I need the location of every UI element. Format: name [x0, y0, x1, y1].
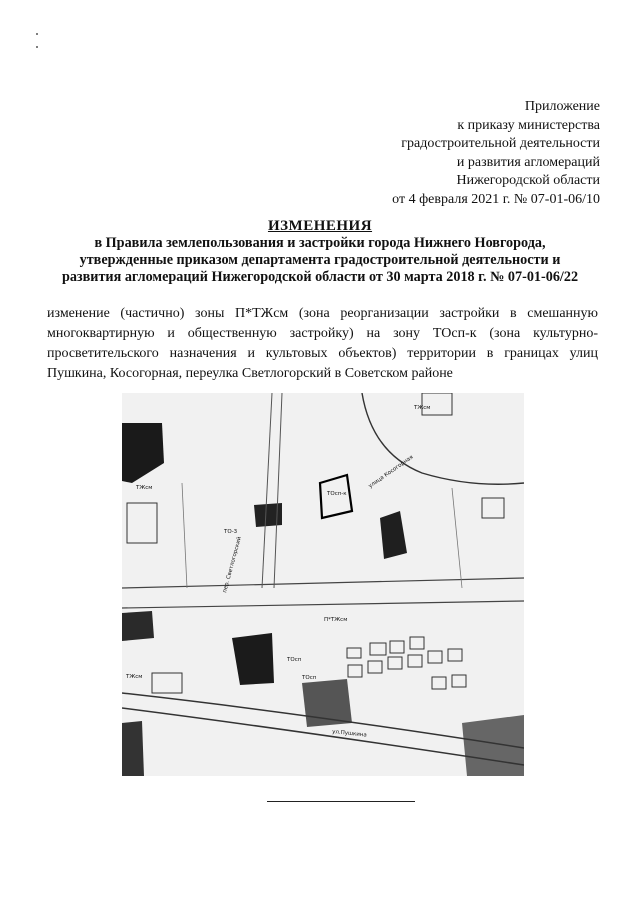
- zone-label: ТЖсм: [126, 674, 143, 680]
- document-subtitle-line: утвержденные приказом департамента градостроительной деятельности и: [79, 252, 561, 268]
- zone-label: ТОсп-к: [327, 491, 347, 497]
- appendix-line: от 4 февраля 2021 г. № 07-01-06/10: [392, 191, 600, 207]
- zone-label: ТЖсм: [414, 405, 431, 411]
- zone-label: ТО-3: [224, 529, 238, 535]
- document-heading: [40, 218, 600, 286]
- zone-label: ТОсп: [302, 675, 317, 681]
- street-label: улица Косогорная: [367, 454, 415, 490]
- end-rule: [267, 801, 415, 802]
- building-block: [122, 721, 144, 776]
- street-label: пер. Светлогорский: [222, 536, 243, 594]
- building-block: [122, 611, 154, 641]
- document-title: ИЗМЕНЕНИЯ: [267, 218, 373, 234]
- building-block: [302, 679, 352, 727]
- document-subtitle-line: развития агломераций Нижегородской области от 30 марта 2018 г. № 07-01-06/22: [61, 269, 579, 285]
- appendix-header: [392, 98, 600, 209]
- scan-speck: [36, 46, 38, 48]
- body-paragraph: изменение (частично) зоны П*ТЖсм (зона реорганизации застройки в смешанную многоквартирную и общественную застройку) на зону ТОсп-к (зона культурно-просветительского назначения и культовых объектов) территории в границах улиц Пушкина, Косогорная, переулка Светлогорский в Советском районе: [47, 306, 598, 381]
- zone-label: П*ТЖсм: [324, 617, 348, 623]
- zone-label: ТОсп: [287, 657, 302, 663]
- appendix-line: к приказу министерства: [457, 117, 600, 133]
- appendix-line: градостроительной деятельности: [401, 136, 600, 151]
- street-label: ул.Пушкина: [331, 729, 368, 739]
- building-block: [462, 715, 524, 776]
- scan-speck: [36, 33, 38, 35]
- appendix-line: Нижегородской области: [456, 173, 600, 188]
- appendix-line: Приложение: [524, 99, 600, 114]
- zoning-map-image: [122, 393, 524, 776]
- document-subtitle-line: в Правила землепользования и застройки города Нижнего Новгорода,: [94, 235, 546, 251]
- zoning-map: [122, 393, 524, 776]
- zone-label: ТЖсм: [136, 485, 153, 491]
- appendix-line: и развития агломераций: [456, 154, 600, 170]
